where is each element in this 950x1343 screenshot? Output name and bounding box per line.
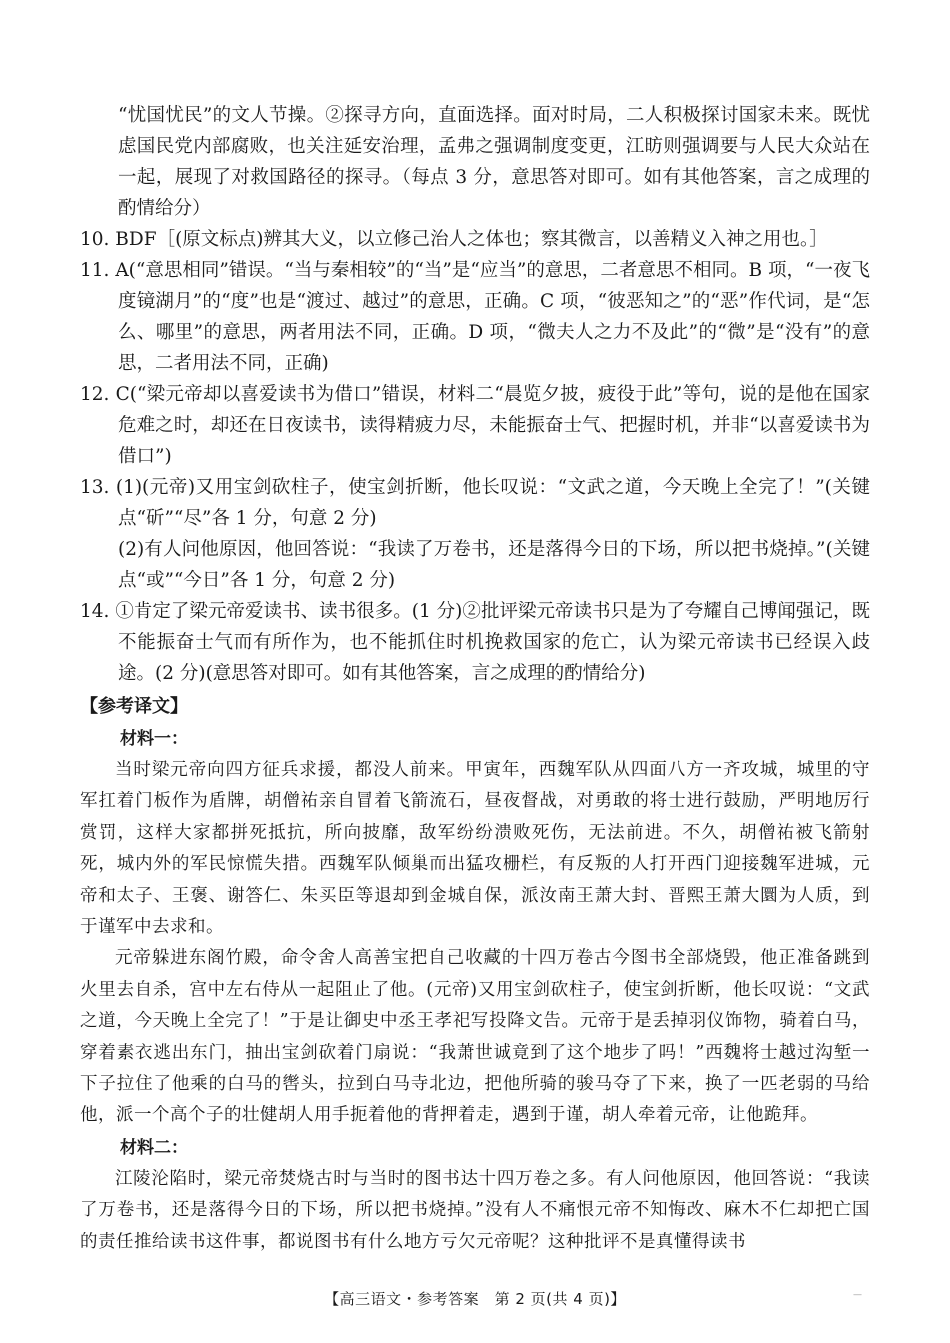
answer-page xyxy=(80,100,870,1258)
answer-10: 10. BDF［(原文标点)辨其大义，以立修己治人之体也；察其微言，以善精义入神之用也。］ xyxy=(80,229,828,250)
corner-mark: — xyxy=(853,1290,862,1300)
translation-heading: 【参考译文】 xyxy=(80,696,188,717)
material-one-title: 材料一： xyxy=(120,729,188,749)
material-two-title: 材料二： xyxy=(120,1137,188,1158)
answer-13-part-1: 13. (1)(元帝)又用宝剑砍柱子，使宝剑折断，他长叹说：“文武之道，今天晚上全完了！”(关键点“斫”“尽”各 1 分，句意 2 分) xyxy=(80,477,870,529)
answer-13-part-2: (2)有人问他原因，他回答说：“我读了万卷书，还是落得今日的下场，所以把书烧掉。”(关键点“或”“今日”各 1 分，句意 2 分) xyxy=(118,539,870,591)
material-two-paragraph-1: 江陵沦陷时，梁元帝焚烧古时与当时的图书达十四万卷之多。有人问他原因，他回答说：“我读了万卷书，还是落得今日的下场，所以把书烧掉。”没有人不痛恨元帝不知悔改、麻木不仁却把亡国的责任推给读书这件事，都说图书有什么地方亏欠元帝呢？这种批评不是真懂得读书 xyxy=(80,1168,870,1252)
material-one-paragraph-2: 元帝躲进东阁竹殿，命令舍人高善宝把自己收藏的十四万卷古今图书全部烧毁，他正准备跳到火里去自杀，宫中左右侍从一起阻止了他。(元帝)又用宝剑砍柱子，使宝剑折断，他长叹说：“文武之道，今天晚上全完了！”于是让御史中丞王孝祀写投降文告。元帝于是丢掉羽仪饰物，骑着白马，穿着素衣逃出东门，抽出宝剑砍着门扇说：“我萧世诚竟到了这个地步了吗！”西魏将士越过沟堑一下子拉住了他乘的白马的辔头，拉到白马寺北边，把他所骑的骏马夺了下来，换了一匹老弱的马给他，派一个高个子的壮健胡人用手扼着他的背押着走，遇到于谨，胡人牵着元帝，让他跪拜。 xyxy=(80,948,870,1126)
answer-14: 14. ①肯定了梁元帝爱读书、读书很多。(1 分)②批评梁元帝读书只是为了夸耀自己博闻强记，既不能振奋士气而有所作为，也不能抓住时机挽救国家的危亡，认为梁元帝读书已经误入歧途。(2 分)(意思答对即可。如有其他答案，言之成理的酌情给分) xyxy=(80,601,870,684)
answer-11: 11. A(“意思相同”错误。“当与秦相较”的“当”是“应当”的意思，二者意思不相同。B 项，“一夜飞度镜湖月”的“度”也是“渡过、越过”的意思，正确。C 项，“彼恶知之”的“恶”作代词，是“怎么、哪里”的意思，两者用法不同，正确。D 项，“微夫人之力不及此”的“微”是“没有”的意思，二者用法不同，正确) xyxy=(80,260,870,374)
material-one-paragraph-1: 当时梁元帝向四方征兵求援，都没人前来。甲寅年，西魏军队从四面八方一齐攻城，城里的守军扛着门板作为盾牌，胡僧祐亲自冒着飞箭流石，昼夜督战，对勇敢的将士进行鼓励，严明地厉行赏罚，这样大家都拼死抵抗，所向披靡，敌军纷纷溃败死伤，无法前进。不久，胡僧祐被飞箭射死，城内外的军民惊慌失措。西魏军队倾巢而出猛攻栅栏，有反叛的人打开西门迎接魏军进城，元帝和太子、王褒、谢答仁、朱买臣等退却到金城自保，派汝南王萧大封、晋熙王萧大圜为人质，到于谨军中去求和。 xyxy=(80,760,870,938)
page-footer: 【高三语文・参考答案 第 2 页(共 4 页)】 xyxy=(324,1290,626,1308)
answer-12: 12. C(“梁元帝却以喜爱读书为借口”错误，材料二“晨览夕披，疲役于此”等句，说的是他在国家危难之时，却还在日夜读书，读得精疲力尽，未能振奋士气、把握时机，并非“以喜爱读书为借口”) xyxy=(80,384,870,467)
answer-9-continuation: “忧国忧民”的文人节操。②探寻方向，直面选择。面对时局，二人积极探讨国家未来。既忧虑国民党内部腐败，也关注延安治理，孟弗之强调制度变更，江昉则强调要与人民大众站在一起，展现了对救国路径的探寻。（每点 3 分，意思答对即可。如有其他答案，言之成理的酌情给分） xyxy=(118,105,870,219)
